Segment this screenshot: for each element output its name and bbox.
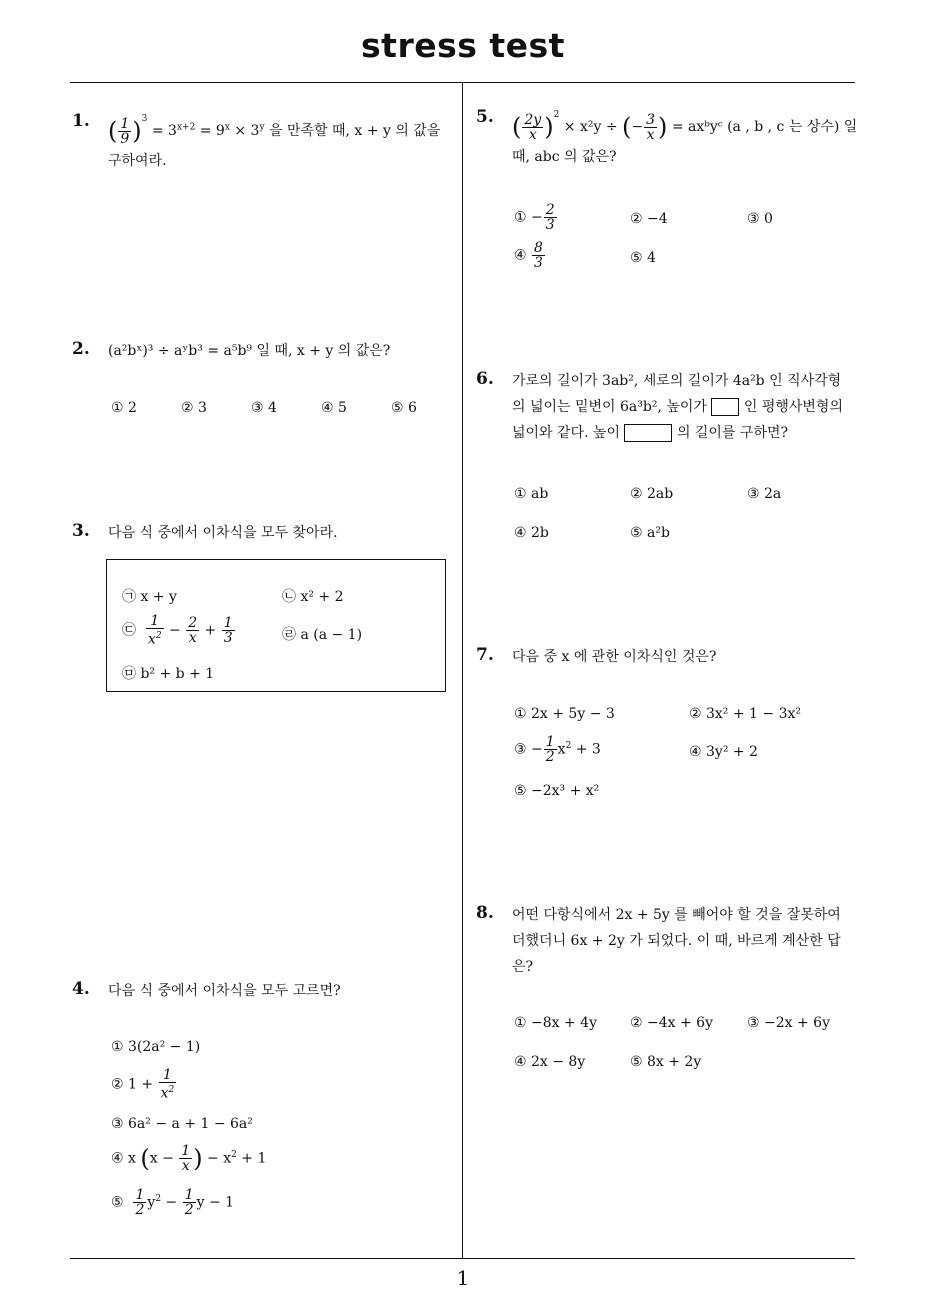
choice[interactable]: ④ 3y² + 2 [689,744,758,760]
choice[interactable]: ② 2ab [630,486,674,502]
item: ㉤ b² + b + 1 [122,666,215,682]
choice[interactable]: ① ab [514,486,549,502]
choice[interactable]: ③ − $\frac{1}{2}$ $x^2 + 3$ [514,734,601,765]
choice[interactable]: ④ 2b [514,525,549,541]
choice-text: ⑤ [111,1194,124,1211]
q6-line2b: 인 평행사변형의 [743,399,843,415]
question-5: 5. ( $\frac{2y}{x}$ )$^2$ × x²y ÷ (− $\frac{3}{x}$ ) = axᵇyᶜ (a , b , c 는 상수) 일 때, abc 의 값은? [512,102,862,170]
choice[interactable]: ⑤ 6 [391,400,417,416]
choice[interactable]: ⑤ a²b [630,525,670,541]
question-number: 3. [72,521,90,541]
q1-exp2: x [224,122,230,133]
item: ㉡ x² + 2 [282,589,344,605]
choice[interactable]: ④ 2x − 8y [514,1054,586,1070]
blank-box [624,424,672,442]
question-text: 다음 중 x 에 관한 이차식인 것은? [512,649,717,665]
choice[interactable]: ③ 4 [251,400,277,416]
question-6 [476,368,862,446]
question-1: 1. ( $\frac{1}{9}$ )$^3 = 3^{x+2} = 9^x \times 3^y$ 을 만족할 때, x + y 의 값을 구하여라. [108,106,458,174]
choice-text: ② 1 + [111,1076,154,1093]
choice-text: ① − [514,209,543,226]
q8-line1: 어떤 다항식에서 2x + 5y 를 빼어야 할 것을 잘못하여 [512,907,841,923]
q5-text: × x²y ÷ [563,119,618,135]
choice[interactable]: ① − $\frac{2}{3}$ [514,202,555,233]
choice[interactable]: ⑤ 4 [630,250,656,266]
q6-line2a: 의 넓이는 밑변이 6a³b², 높이가 [512,399,707,415]
choice[interactable]: ② −4 [630,211,668,227]
q1-mid2: × 3 [229,123,260,139]
q8-line3: 은? [512,959,534,975]
choice[interactable]: ② −4x + 6y [630,1015,713,1031]
choice[interactable]: ① 2 [111,400,137,416]
choice[interactable]: ① −8x + 4y [514,1015,597,1031]
choice[interactable]: ⑤ −2x³ + x² [514,783,600,799]
question-7 [476,644,862,670]
column-divider [462,83,463,1259]
q1-mid: = 9 [195,123,225,139]
choice-text: ③ − [514,741,543,758]
item: ㉣ a (a − 1) [282,627,363,643]
page-title: stress test [361,26,565,65]
question-number: 6. [476,369,494,389]
question-number: 7. [476,645,494,665]
question-text: 다음 식 중에서 이차식을 모두 고르면? [108,983,341,999]
question-2 [72,338,458,364]
item: ㉠ x + y [122,589,177,605]
choice-text: ④ x [111,1150,136,1167]
question-8 [476,902,862,980]
choice[interactable]: ④ $\frac{8}{3}$ [514,240,543,271]
question-number: 8. [476,903,494,923]
q1-exp3: y [259,122,265,133]
choice[interactable]: ② 3x² + 1 − 3x² [689,706,801,722]
q1-equation: = 3 [151,123,177,139]
q6-line1: 가로의 길이가 3ab², 세로의 길이가 4a²b 인 직사각형 [512,373,842,389]
q6-line3a: 넓이와 같다. 높이 [512,425,621,441]
choice[interactable]: ③ 2a [747,486,782,502]
choice[interactable]: ② 1 + $\frac{1}{x^2}$ [111,1067,175,1102]
choice[interactable]: ② 3 [181,400,207,416]
question-number: 1. [72,111,90,131]
choice[interactable]: ⑤ 8x + 2y [630,1054,702,1070]
q5-text2: = axᵇyᶜ (a , b , c 는 상수) 일 [671,119,858,135]
q1-line2: 구하여라. [108,152,167,169]
choice-text: ④ [514,247,527,264]
choice[interactable]: ① 3(2a² − 1) [111,1039,201,1055]
choice[interactable]: ⑤ $\frac{1}{2}$ $y^2$ − $\frac{1}{2}$ y − 1 [111,1187,235,1218]
question-number: 2. [72,339,90,359]
choice[interactable]: ③ 0 [747,211,773,227]
blank-box [711,398,739,416]
q8-line2: 더했더니 6x + 2y 가 되었다. 이 때, 바르게 계산한 답 [512,933,841,949]
q5-line2: 때, abc 의 값은? [512,148,617,165]
item-marker: ㉢ [122,622,136,639]
question-number: 4. [72,979,90,999]
choice[interactable]: ④ x (x − $\frac{1}{x}$ ) − $x^2 + 1$ [111,1143,267,1174]
bottom-rule [70,1258,855,1259]
q6-line3b: 의 길이를 구하면? [676,425,789,441]
choice[interactable]: ④ 5 [321,400,347,416]
question-number: 5. [476,107,494,127]
question-3 [72,520,458,546]
page-number: 1 [456,1266,470,1290]
choice[interactable]: ③ −2x + 6y [747,1015,830,1031]
choice[interactable]: ① 2x + 5y − 3 [514,706,615,722]
q1-exp1: x+2 [176,122,196,133]
question-4 [72,978,458,1004]
choice[interactable]: ③ 6a² − a + 1 − 6a² [111,1116,253,1132]
q1-rest: 을 만족할 때, x + y 의 값을 [264,123,441,139]
question-text: (a²bˣ)³ ÷ aʸb³ = a⁵b⁹ 일 때, x + y 의 값은? [108,343,391,359]
item: ㉢ $\frac{1}{x^2}$ − $\frac{2}{x}$ + $\frac{1}{3}$ [122,613,233,648]
question-text: 다음 식 중에서 이차식을 모두 찾아라. [108,525,338,541]
